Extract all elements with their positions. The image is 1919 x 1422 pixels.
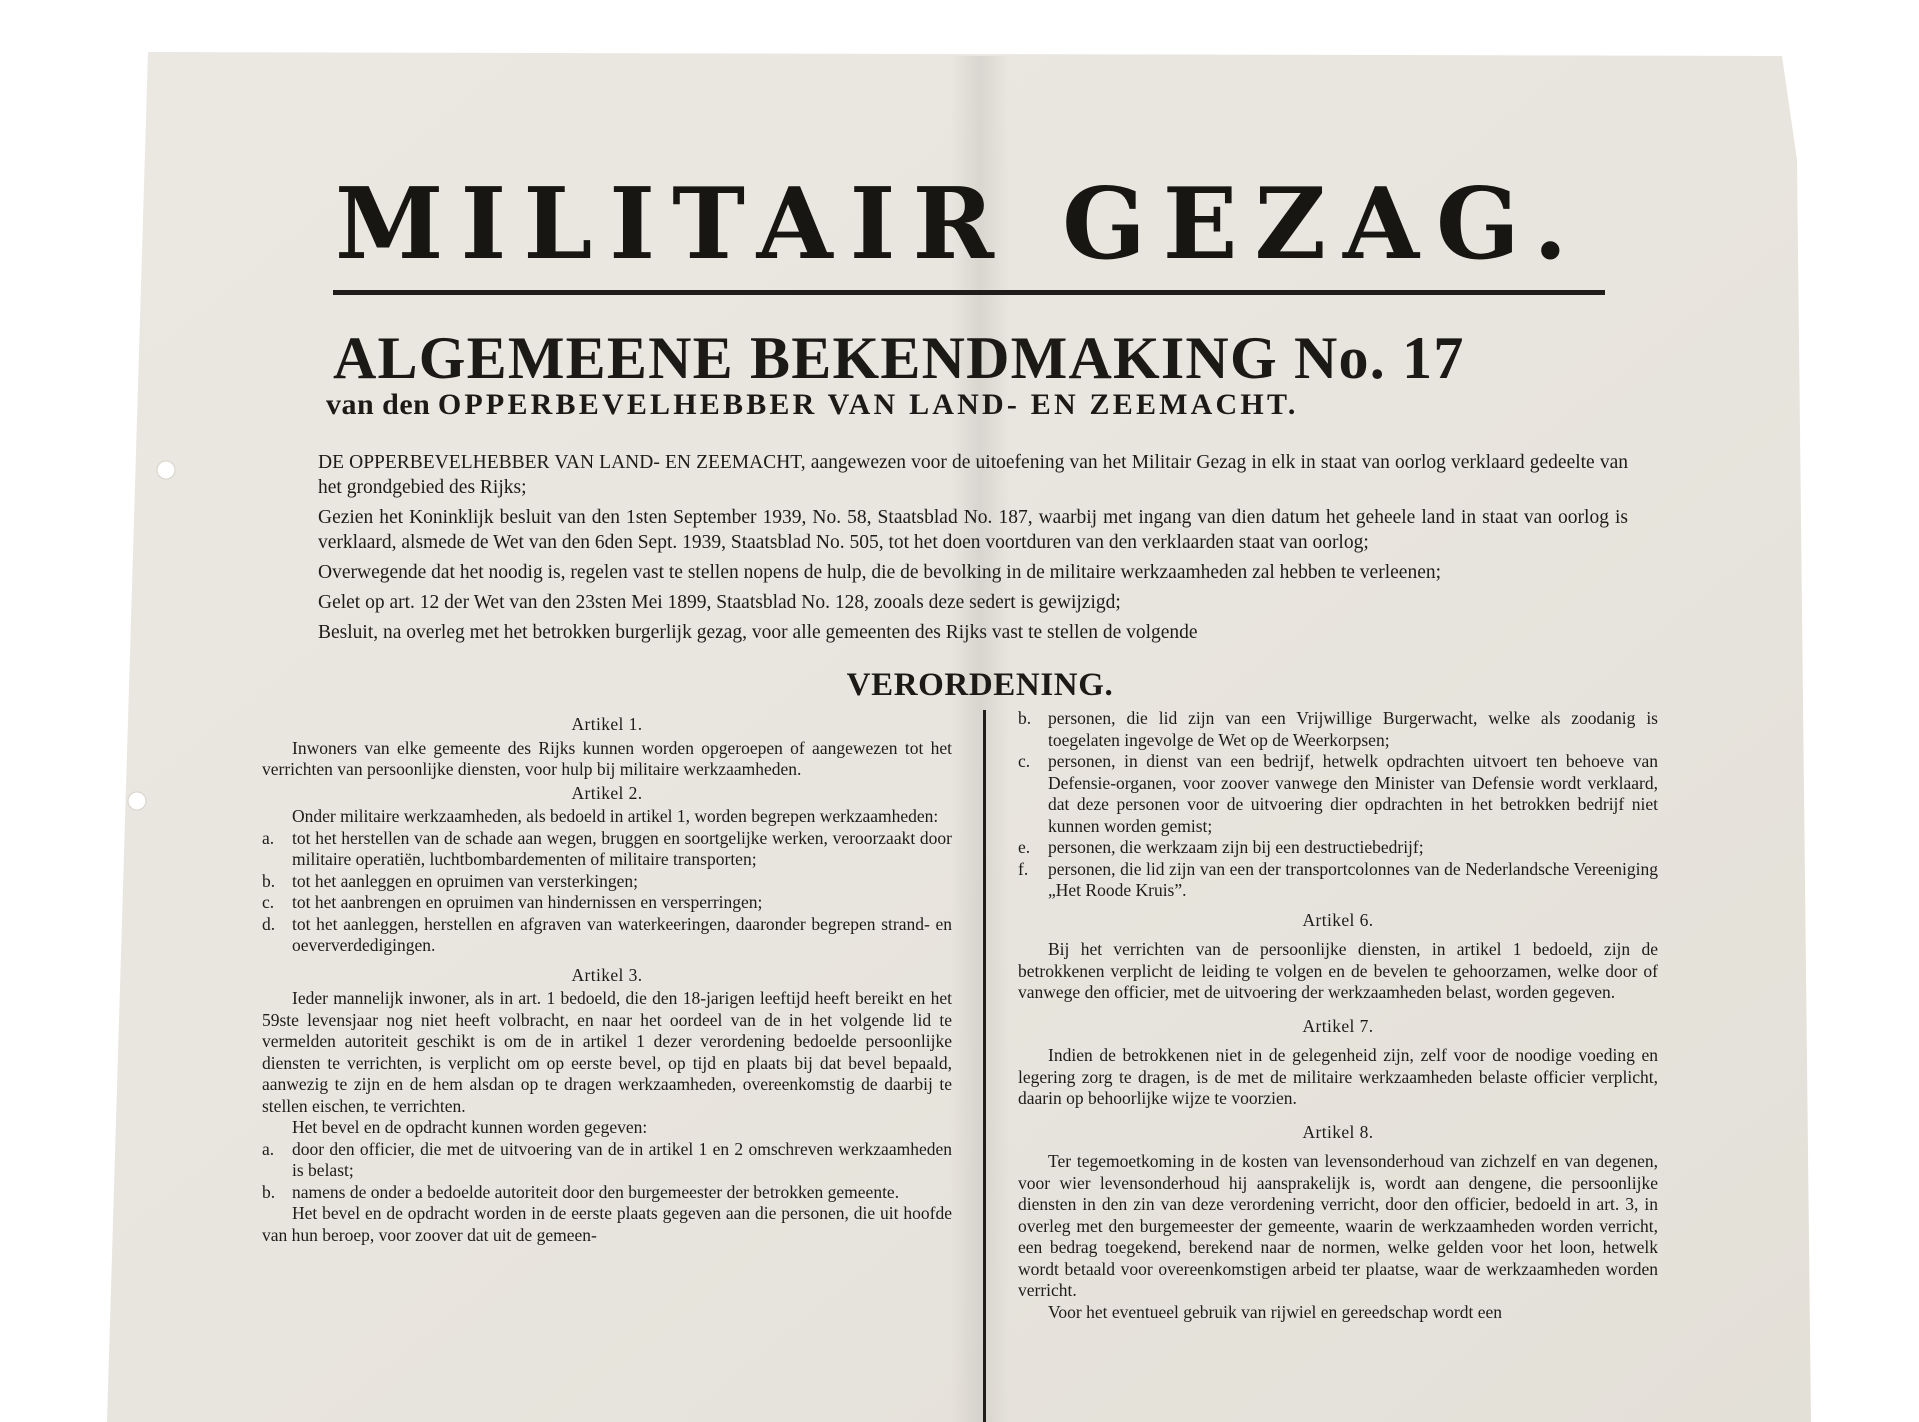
issuer-line-prefix: van den xyxy=(326,388,431,421)
list-item xyxy=(262,871,952,893)
title-rule xyxy=(333,290,1605,295)
list-item-text: tot het herstellen van de schade aan wegen, bruggen en soortgelijke werken, veroorzaakt door militaire operatiën, luchtbombardementen of militaire transporten; xyxy=(292,827,952,869)
article-text: Het bevel en de opdracht kunnen worden gegeven: xyxy=(292,1117,648,1137)
list-item-text: tot het aanbrengen en opruimen van hindernissen en versperringen; xyxy=(292,892,763,912)
list-item xyxy=(1018,837,1658,859)
preamble-paragraph: DE OPPERBEVELHEBBER VAN LAND- EN ZEEMACHT, aangewezen voor de uitoefening van het Militair Gezag in elk in staat van oorlog verklaard gedeelte van het grondgebied des Rijks; xyxy=(318,452,1628,498)
list-item xyxy=(262,828,952,871)
article-heading: Artikel 6. xyxy=(1302,909,1374,930)
list-item-marker: c. xyxy=(262,892,275,912)
list-item xyxy=(262,892,952,914)
ordinance-heading: VERORDENING. xyxy=(846,667,1114,703)
article-heading: Artikel 8. xyxy=(1302,1121,1374,1142)
list-item-text: personen, die werkzaam zijn bij een destructiebedrijf; xyxy=(1048,837,1424,857)
article-text: Onder militaire werkzaamheden, als bedoeld in artikel 1, worden begrepen werkzaamheden: xyxy=(292,806,939,826)
list-item xyxy=(262,1139,952,1182)
list-item-text: personen, in dienst van een bedrijf, hetwelk opdrachten uitvoert ten behoeve van Defensie-organen, voor zoover vanwege den Minister van Defensie wordt verklaard, dat deze personen voor de uitvoering dier opdrachten in het betrokken bedrijf niet kunnen worden gemist; xyxy=(1048,751,1658,836)
list-item-marker: a. xyxy=(262,827,275,848)
list-item-marker: b. xyxy=(1018,708,1032,728)
list-item xyxy=(262,1182,952,1204)
preamble-paragraph: Overwegende dat het noodig is, regelen vast te stellen nopens de hulp, die de bevolking in de militaire werkzaamheden zal hebben te verleenen; xyxy=(318,562,1442,583)
list-item xyxy=(1018,859,1658,902)
article-text: Ieder mannelijk inwoner, als in art. 1 bedoeld, die den 18-jarigen leeftijd heeft bereikt en het 59ste levensjaar nog niet heeft volbracht, en naar het oordeel van de in het volgende lid te vermelden autoriteit geschikt is om de in artikel 1 dezer verordening bedoelde persoonlijke diensten te verrichten, is verplicht om op eerste bevel, op tijd en plaats bij dat bevel bepaald, aanwezig te zijn en de hem alsdan op te dragen werkzaamheden, overeenkomstig de daarbij te stellen eischen, te verrichten. xyxy=(262,988,952,1116)
preamble-paragraph: Besluit, na overleg met het betrokken burgerlijk gezag, voor alle gemeenten des Rijks vast te stellen de volgende xyxy=(318,622,1198,643)
list-item xyxy=(262,914,952,957)
article-text: Indien de betrokkenen niet in de gelegenheid zijn, zelf voor de noodige voeding en legering zorg te dragen, is de met de militaire werkzaamheden belaste officier verplicht, daarin op behoorlijke wijze te voorzien. xyxy=(1018,1045,1658,1108)
article-text: Ter tegemoetkoming in de kosten van levensonderhoud van zichzelf en van degenen, voor wier levensonderhoud hij aansprakelijk is, wordt aan dengene, die persoonlijke diensten in den zin van deze verordening verricht, door den officier, bedoeld in art. 3, in overleg met den burgemeester der gemeente, waarin de werkzaamheden worden verricht, een bedrag toegekend, berekend naar de normen, welke gelden voor het loon, hetwelk wordt betaald voor overeenkomstigen arbeid ter plaatse, waar de werkzaamheden worden verricht. xyxy=(1018,1151,1658,1300)
preamble-paragraph: Gelet op art. 12 der Wet van den 23sten Mei 1899, Staatsblad No. 128, zooals deze sedert is gewijzigd; xyxy=(318,592,1121,613)
list-item-text: personen, die lid zijn van een der transportcolonnes van de Nederlandsche Vereeniging „Het Roode Kruis”. xyxy=(1048,858,1658,900)
list-item-marker: d. xyxy=(262,913,276,934)
left-column xyxy=(262,712,952,1246)
list-item-marker: b. xyxy=(262,870,276,891)
issuer-line-caps: OPPERBEVELHEBBER VAN LAND- EN ZEEMACHT. xyxy=(437,388,1299,421)
poster-title: MILITAIR GEZAG. xyxy=(335,167,1585,282)
list-item xyxy=(1018,708,1658,751)
article-text: Inwoners van elke gemeente des Rijks kunnen worden opgeroepen of aangewezen tot het verrichten van persoonlijke diensten, voor hulp bij militaire werkzaamheden. xyxy=(262,737,952,779)
article-text: Voor het eventueel gebruik van rijwiel en gereedschap wordt een xyxy=(1048,1301,1503,1322)
article-text: Bij het verrichten van de persoonlijke diensten, in artikel 1 bedoeld, zijn de betrokkenen verplicht de leiding te volgen en de bevelen te gehoorzamen, welke door of vanwege den officier, met de uitvoering der werkzaamheden belast, worden gegeven. xyxy=(1018,939,1658,1002)
right-column xyxy=(1018,708,1658,1323)
issuer-line xyxy=(326,387,1616,423)
article-heading: Artikel 1. xyxy=(571,714,643,734)
list-item-marker: b. xyxy=(262,1181,276,1202)
list-item-text: namens de onder a bedoelde autoriteit door den burgemeester der betrokken gemeente. xyxy=(292,1181,900,1202)
article-heading: Artikel 3. xyxy=(571,964,643,985)
list-item xyxy=(1018,751,1658,837)
list-item-text: tot het aanleggen, herstellen en afgraven van waterkeeringen, daaronder begrepen strand- en oeververdedigingen. xyxy=(292,913,952,955)
announcement-heading: ALGEMEENE BEKENDMAKING No. 17 xyxy=(333,325,1465,391)
preamble-paragraph: Gezien het Koninklijk besluit van den 1sten September 1939, No. 58, Staatsblad No. 187, waarbij met ingang van dien datum het geheele land in staat van oorlog is verklaard, alsmede de Wet van den 6den Sept. 1939, Staatsblad No. 505, tot het doen voortduren van den verklaarden staat van oorlog; xyxy=(318,507,1628,553)
list-item-marker: a. xyxy=(262,1138,275,1159)
list-item-text: personen, die lid zijn van een Vrijwillige Burgerwacht, welke als zoodanig is toegelaten ingevolge de Wet op de Weerkorpsen; xyxy=(1048,708,1658,750)
preamble xyxy=(318,450,1628,650)
list-item-marker: c. xyxy=(1018,751,1031,771)
list-item-text: tot het aanleggen en opruimen van versterkingen; xyxy=(292,870,638,891)
article-heading: Artikel 7. xyxy=(1302,1015,1374,1036)
list-item-text: door den officier, die met de uitvoering van de in artikel 1 en 2 omschreven werkzaamheden is belast; xyxy=(292,1138,952,1180)
list-item-marker: f. xyxy=(1018,858,1029,879)
article-text: Het bevel en de opdracht worden in de eerste plaats gegeven aan die personen, die uit hoofde van hun beroep, voor zoover dat uit de gemeen- xyxy=(262,1203,952,1245)
list-item-marker: e. xyxy=(1018,837,1031,857)
article-heading: Artikel 2. xyxy=(571,782,643,803)
column-divider xyxy=(983,710,986,1422)
